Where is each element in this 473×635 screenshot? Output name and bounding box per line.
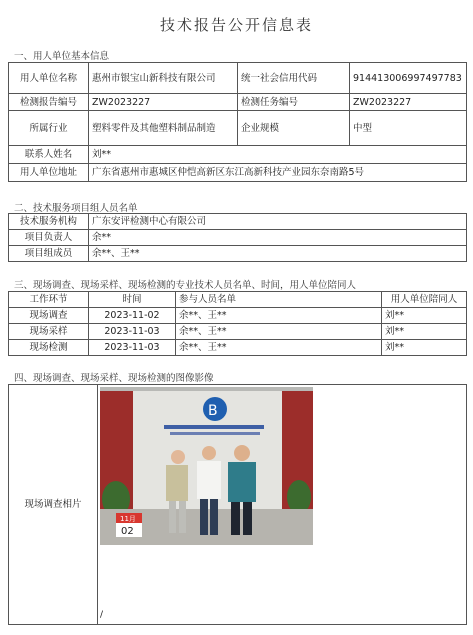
- date-cell: 2023-11-02: [89, 308, 176, 324]
- table-row: [9, 340, 467, 356]
- column-header: 工作环节: [9, 292, 89, 308]
- table-row: [9, 111, 467, 146]
- escort-cell: 刘**: [382, 308, 467, 324]
- value-cell: 余**、王**: [89, 246, 467, 262]
- label-cell: 用人单位地址: [9, 164, 89, 182]
- table-row: [9, 385, 467, 625]
- photo-stamp-month: 11月: [120, 515, 136, 523]
- label-cell: 检测任务编号: [238, 94, 350, 111]
- field-work-table: [8, 291, 467, 356]
- value-cell: 余**: [89, 230, 467, 246]
- value-cell: 914413006997497783: [350, 63, 467, 94]
- date-cell: 2023-11-03: [89, 324, 176, 340]
- label-cell: 用人单位名称: [9, 63, 89, 94]
- table-row: [9, 324, 467, 340]
- table-row: [9, 164, 467, 182]
- table-row: [9, 146, 467, 164]
- column-header: 参与人员名单: [176, 292, 382, 308]
- value-cell: 塑料零件及其他塑料制品制造: [89, 111, 238, 146]
- label-cell: 检测报告编号: [9, 94, 89, 111]
- table-row: [9, 246, 467, 262]
- value-cell: 刘**: [89, 146, 467, 164]
- table-header-row: [9, 292, 467, 308]
- label-cell: 项目负责人: [9, 230, 89, 246]
- label-cell: 统一社会信用代码: [238, 63, 350, 94]
- photo-table: [8, 384, 467, 625]
- value-cell: 广东省惠州市惠城区仲恺高新区东江高新科技产业园东奈南路5号: [89, 164, 467, 182]
- label-cell: 联系人姓名: [9, 146, 89, 164]
- value-cell: 惠州市银宝山新科技有限公司: [89, 63, 238, 94]
- svg-text:B: B: [208, 403, 218, 419]
- staff-cell: 余**、王**: [176, 324, 382, 340]
- table-row: [9, 94, 467, 111]
- stage-cell: 现场采样: [9, 324, 89, 340]
- value-cell: 中型: [350, 111, 467, 146]
- staff-cell: 余**、王**: [176, 340, 382, 356]
- label-cell: 项目组成员: [9, 246, 89, 262]
- escort-cell: 刘**: [382, 340, 467, 356]
- photo-label: 现场调查相片: [9, 385, 98, 625]
- table-row: [9, 230, 467, 246]
- photo-cell: [98, 385, 467, 625]
- staff-cell: 余**、王**: [176, 308, 382, 324]
- page-title: 技术报告公开信息表: [159, 16, 313, 34]
- stage-cell: 现场调查: [9, 308, 89, 324]
- value-cell: ZW2023227: [350, 94, 467, 111]
- column-header: 用人单位陪同人: [382, 292, 467, 308]
- photo-stamp-day: 02: [121, 526, 134, 537]
- value-cell: ZW2023227: [89, 94, 238, 111]
- date-cell: 2023-11-03: [89, 340, 176, 356]
- section3-heading: 三、现场调查、现场采样、现场检测的专业技术人员名单、时间，用人单位陪同人: [14, 280, 357, 291]
- label-cell: 企业规模: [238, 111, 350, 146]
- photo-slash: /: [100, 610, 104, 620]
- table-row: [9, 214, 467, 230]
- label-cell: 技术服务机构: [9, 214, 89, 230]
- table-row: [9, 308, 467, 324]
- escort-cell: 刘**: [382, 324, 467, 340]
- site-photo: [100, 387, 313, 545]
- value-cell: 广东安评检测中心有限公司: [89, 214, 467, 230]
- section1-heading: 一、用人单位基本信息: [14, 51, 110, 62]
- section4-heading: 四、现场调查、现场采样、现场检测的图像影像: [14, 373, 214, 384]
- column-header: 时间: [89, 292, 176, 308]
- basic-info-table: [8, 62, 467, 182]
- label-cell: 所属行业: [9, 111, 89, 146]
- stage-cell: 现场检测: [9, 340, 89, 356]
- project-team-table: [8, 213, 467, 262]
- section2-heading: 二、技术服务项目组人员名单: [14, 203, 138, 214]
- table-row: [9, 63, 467, 94]
